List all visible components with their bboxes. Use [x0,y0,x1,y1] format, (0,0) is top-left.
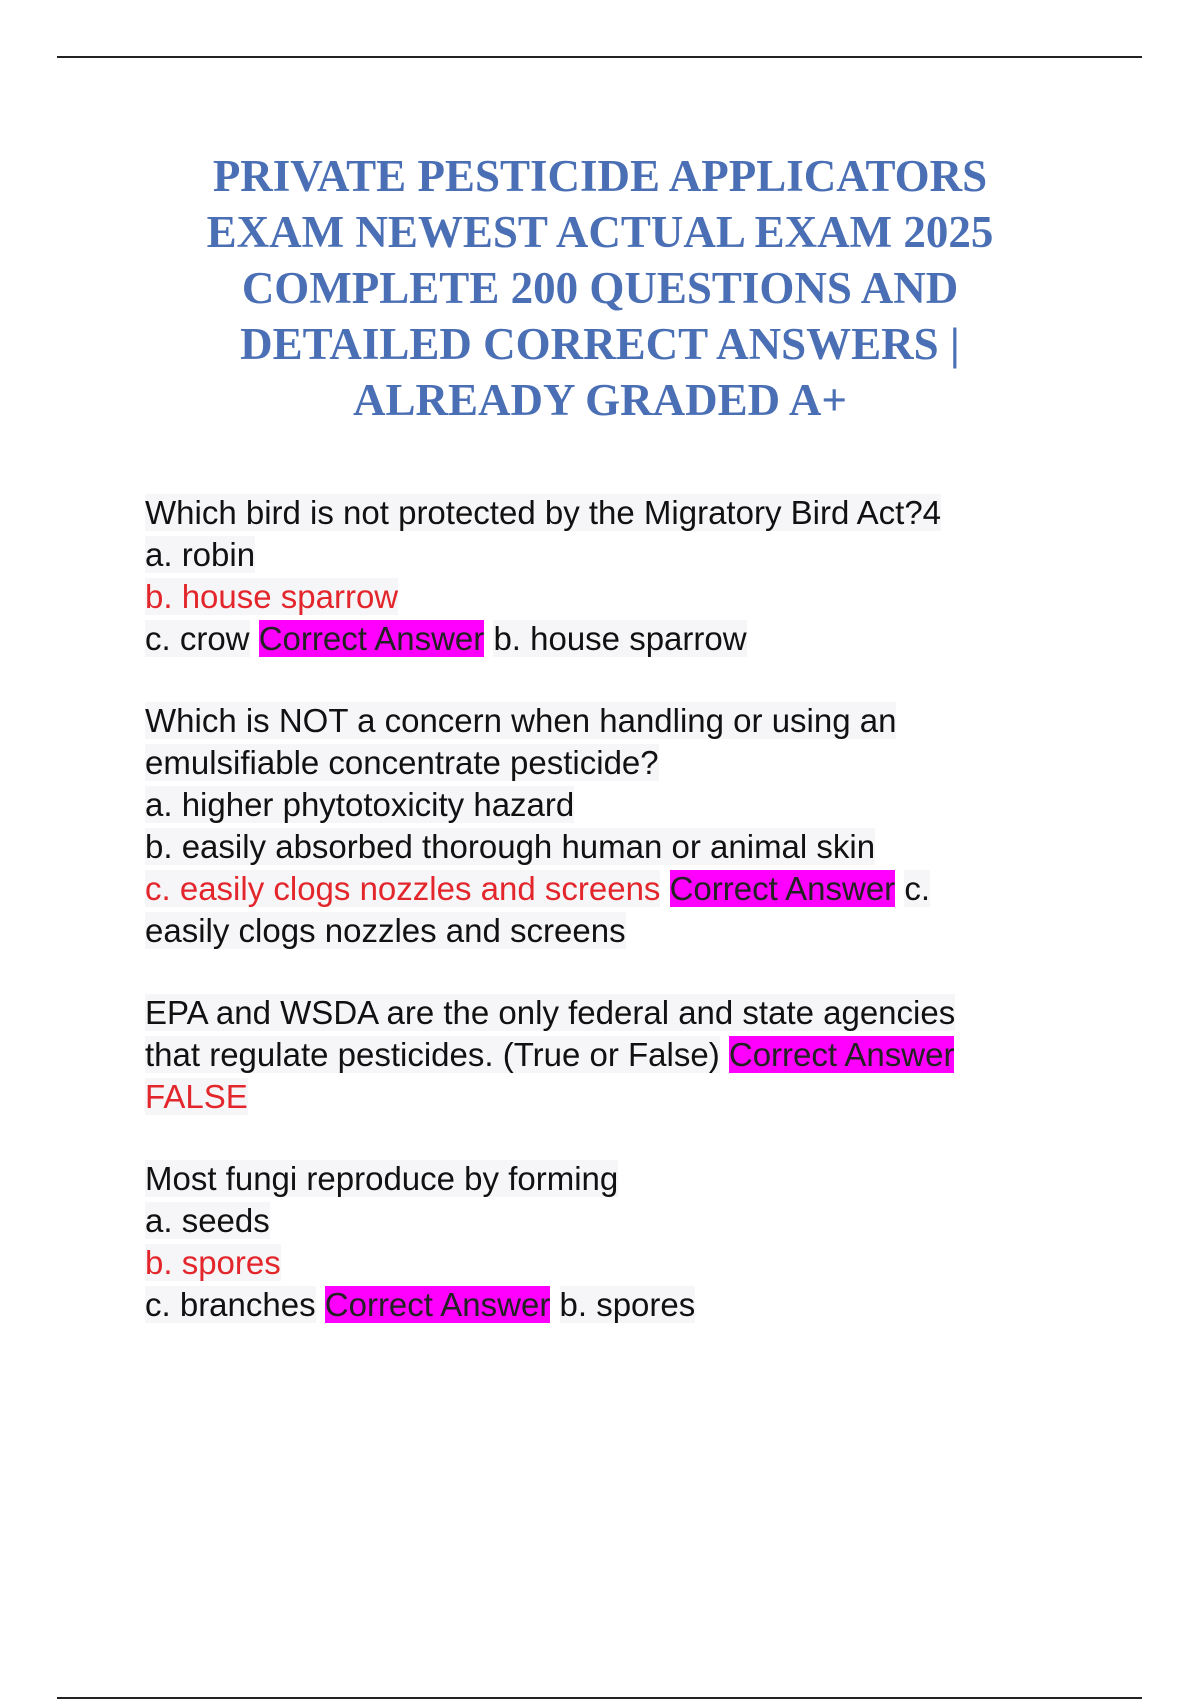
answer-text: b. spores [559,1286,696,1323]
correct-answer-badge: Correct Answer [258,620,485,657]
question-block-1 [145,492,1045,660]
option-a: a. robin [145,536,256,573]
question-text: EPA and WSDA are the only federal and state agencies [145,994,956,1031]
question-text: Most fungi reproduce by forming [145,1160,619,1197]
answer-text: FALSE [145,1078,248,1115]
option-c-with-answer: c. branches Correct Answer b. spores [145,1286,696,1323]
answer-text: b. house sparrow [493,620,747,657]
question-text: Which is NOT a concern when handling or using an [145,702,897,739]
bottom-divider [57,1697,1142,1699]
title-line: DETAILED CORRECT ANSWERS | [240,319,960,369]
question-block-4 [145,1158,1045,1326]
title-line: EXAM NEWEST ACTUAL EXAM 2025 [206,207,994,257]
option-a: a. seeds [145,1202,270,1239]
option-a: a. higher phytotoxicity hazard [145,786,575,823]
question-text-continued: emulsifiable concentrate pesticide? [145,744,659,781]
title-line: COMPLETE 200 QUESTIONS AND [241,263,959,313]
option-b-correct: b. spores [145,1244,281,1281]
correct-answer-badge: Correct Answer [324,1286,551,1323]
question-text-with-answer: that regulate pesticides. (True or False) Correct Answer [145,1036,955,1073]
answer-text-continued: easily clogs nozzles and screens [145,912,626,949]
question-block-2 [145,700,1045,952]
answer-text: c. [904,870,931,907]
option-b-correct: b. house sparrow [145,578,399,615]
question-text: Which bird is not protected by the Migratory Bird Act?4 [145,494,942,531]
title-line: ALREADY GRADED A+ [352,375,847,425]
option-c-correct: c. easily clogs nozzles and screens [145,870,661,907]
question-list [145,492,1045,1366]
correct-answer-badge: Correct Answer [669,870,896,907]
title-line: PRIVATE PESTICIDE APPLICATORS [212,151,988,201]
question-block-3 [145,992,1045,1118]
correct-answer-badge: Correct Answer [728,1036,955,1073]
top-divider [57,56,1142,58]
document-title [150,148,1050,428]
option-c-with-answer: c. crow Correct Answer b. house sparrow [145,620,747,657]
option-b: b. easily absorbed thorough human or animal skin [145,828,876,865]
option-c-with-answer [145,868,1045,910]
